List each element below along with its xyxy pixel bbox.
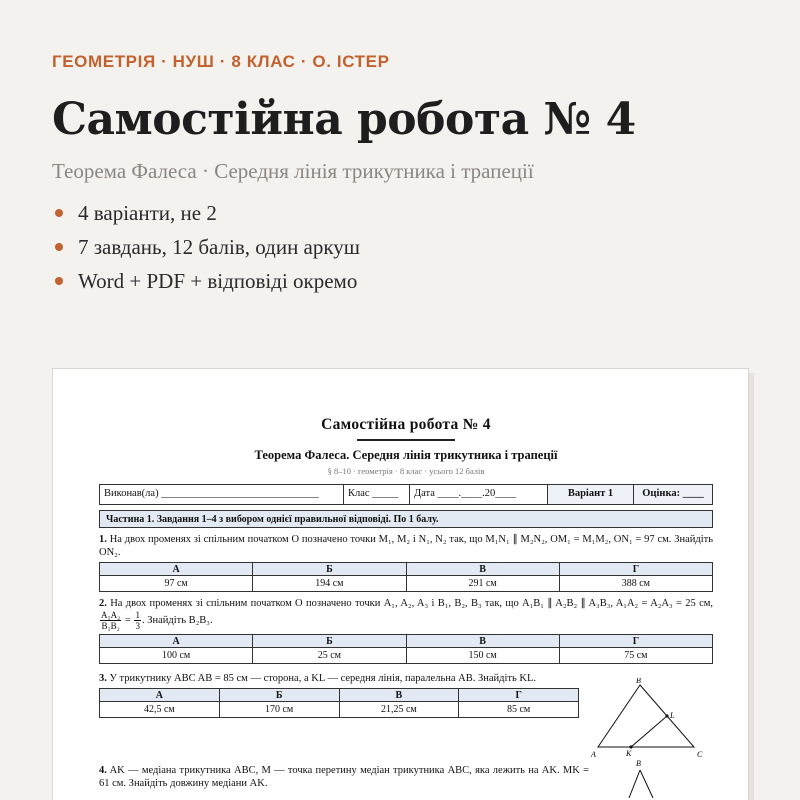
task-text: AK — медіана трикутника ABC, M — точка перетину медіан трикутника ABC, яка лежить на AK. MK = 61 см. Знайдіть довжину медіани AK.: [99, 765, 590, 789]
bullet-dot-icon: [55, 243, 63, 251]
fraction-denominator: 3: [135, 621, 140, 631]
task-2: [99, 597, 713, 631]
promo-bullet-text: Word + PDF + відповіді окремо: [78, 269, 358, 293]
task-3: [99, 672, 589, 685]
answer-cell: 150 см: [406, 648, 559, 664]
vertex-label: C: [697, 750, 703, 758]
option-header: А: [100, 563, 253, 576]
part-heading: Частина 1. Завдання 1–4 з вибором однієї правильної відповіді. По 1 балу.: [99, 510, 713, 528]
option-header: Г: [459, 689, 579, 702]
date-field: Дата ____.____.20____: [410, 485, 548, 504]
task-4-block: [99, 759, 713, 790]
vertex-label: A: [591, 750, 596, 758]
answer-cell: 291 см: [406, 576, 559, 592]
promo-subtitle: Теорема Фалеса · Середня лінія трикутника і трапеції: [52, 159, 534, 183]
vertex-label: K: [626, 749, 632, 758]
point-l: [665, 714, 668, 717]
answer-cell: 25 см: [253, 648, 406, 664]
fraction: [100, 610, 121, 631]
fraction-numerator: A₁A₂: [101, 610, 121, 620]
promo-bullet-list: [52, 196, 760, 298]
task-number: 2.: [99, 598, 107, 609]
variant-label: Варіант 1: [548, 485, 634, 504]
answer-cell: 170 см: [219, 702, 339, 718]
worksheet-meta: § 8–10 · геометрія · 8 клас · усього 12 балів: [327, 466, 485, 476]
equals-sign: =: [124, 614, 131, 626]
option-header: Б: [253, 563, 406, 576]
triangle-side: [629, 770, 640, 798]
option-header: В: [406, 563, 559, 576]
midline-kl: [631, 716, 667, 747]
triangle-abc: [598, 685, 694, 747]
promo-title: Самостійна робота № 4: [52, 94, 636, 145]
answer-table: [99, 634, 713, 664]
bullet-dot-icon: [55, 277, 63, 285]
answer-cell: 194 см: [253, 576, 406, 592]
grade-field: Оцінка: ____: [634, 485, 712, 504]
option-header: В: [406, 635, 559, 648]
promo-bullet: [52, 264, 760, 298]
fraction-numerator: 1: [135, 610, 140, 620]
promo-bullet-text: 4 варіанти, не 2: [78, 201, 217, 225]
answer-table: [99, 562, 713, 592]
option-header: Б: [219, 689, 339, 702]
task-text: . Знайдіть B₂B₃.: [141, 614, 213, 626]
option-header: А: [100, 689, 220, 702]
task-text: У трикутнику ABC AB = 85 см — сторона, а KL — середня лінія, паралельна AB. Знайдіть KL.: [109, 673, 537, 684]
answer-cell: 85 см: [459, 702, 579, 718]
promo-bullet-text: 7 завдань, 12 балів, один аркуш: [78, 235, 360, 259]
worksheet: [99, 369, 713, 790]
answer-cell: 75 см: [559, 648, 712, 664]
triangle-figure: [591, 678, 711, 758]
option-header: Г: [559, 563, 712, 576]
task-4: [99, 764, 589, 790]
option-header: А: [100, 635, 253, 648]
answer-cell: 42,5 см: [100, 702, 220, 718]
vertex-label: L: [670, 711, 675, 720]
answer-table: [99, 688, 579, 718]
promo-header: [52, 52, 760, 298]
task-text: На двох променях зі спільним початком O позначено точки A₁, A₂, A₃ і B₁, B₂, B₃ так, що A₁B₁ ∥ A₂B₂ ∥ A₃B₃, A₁A₂ = A₂A₃ = 25 см,: [110, 598, 713, 609]
option-header: Б: [253, 635, 406, 648]
triangle-side: [640, 770, 653, 798]
task-3-block: [99, 672, 713, 764]
answer-cell: 100 см: [100, 648, 253, 664]
answer-cell: 97 см: [100, 576, 253, 592]
option-header: В: [339, 689, 459, 702]
document-preview: [52, 368, 749, 800]
task-text: На двох променях зі спільним початком O позначено точки M₁, M₂ і N₁, N₂ так, що M₁N₁ ∥ M₂N₂, OM₁ = M₁M₂, ON₁ = 97 см. Знайдіть ON₂.: [99, 534, 714, 558]
triangle-figure: [591, 758, 711, 798]
task-number: 4.: [99, 765, 107, 776]
answer-cell: 21,25 см: [339, 702, 459, 718]
bullet-dot-icon: [55, 209, 63, 217]
promo-kicker: ГЕОМЕТРІЯ · НУШ · 8 КЛАС · О. ІСТЕР: [52, 52, 390, 71]
task-number: 3.: [99, 673, 107, 684]
worksheet-title: Самостійна робота № 4: [321, 416, 491, 433]
task-1: [99, 533, 713, 559]
fraction-denominator: B₁B₂: [101, 621, 120, 631]
worksheet-subtitle: Теорема Фалеса. Середня лінія трикутника і трапеції: [254, 448, 558, 462]
task-number: 1.: [99, 534, 107, 545]
performer-field: Виконав(ла) ______________________________: [100, 485, 344, 504]
student-info-row: [99, 484, 713, 505]
promo-bullet: [52, 196, 760, 230]
promo-bullet: [52, 230, 760, 264]
vertex-label: B: [636, 759, 641, 768]
title-underline: [357, 439, 455, 441]
fraction: [134, 610, 141, 631]
vertex-label: B: [636, 678, 641, 685]
answer-cell: 388 см: [559, 576, 712, 592]
option-header: Г: [559, 635, 712, 648]
class-field: Клас _____: [344, 485, 410, 504]
